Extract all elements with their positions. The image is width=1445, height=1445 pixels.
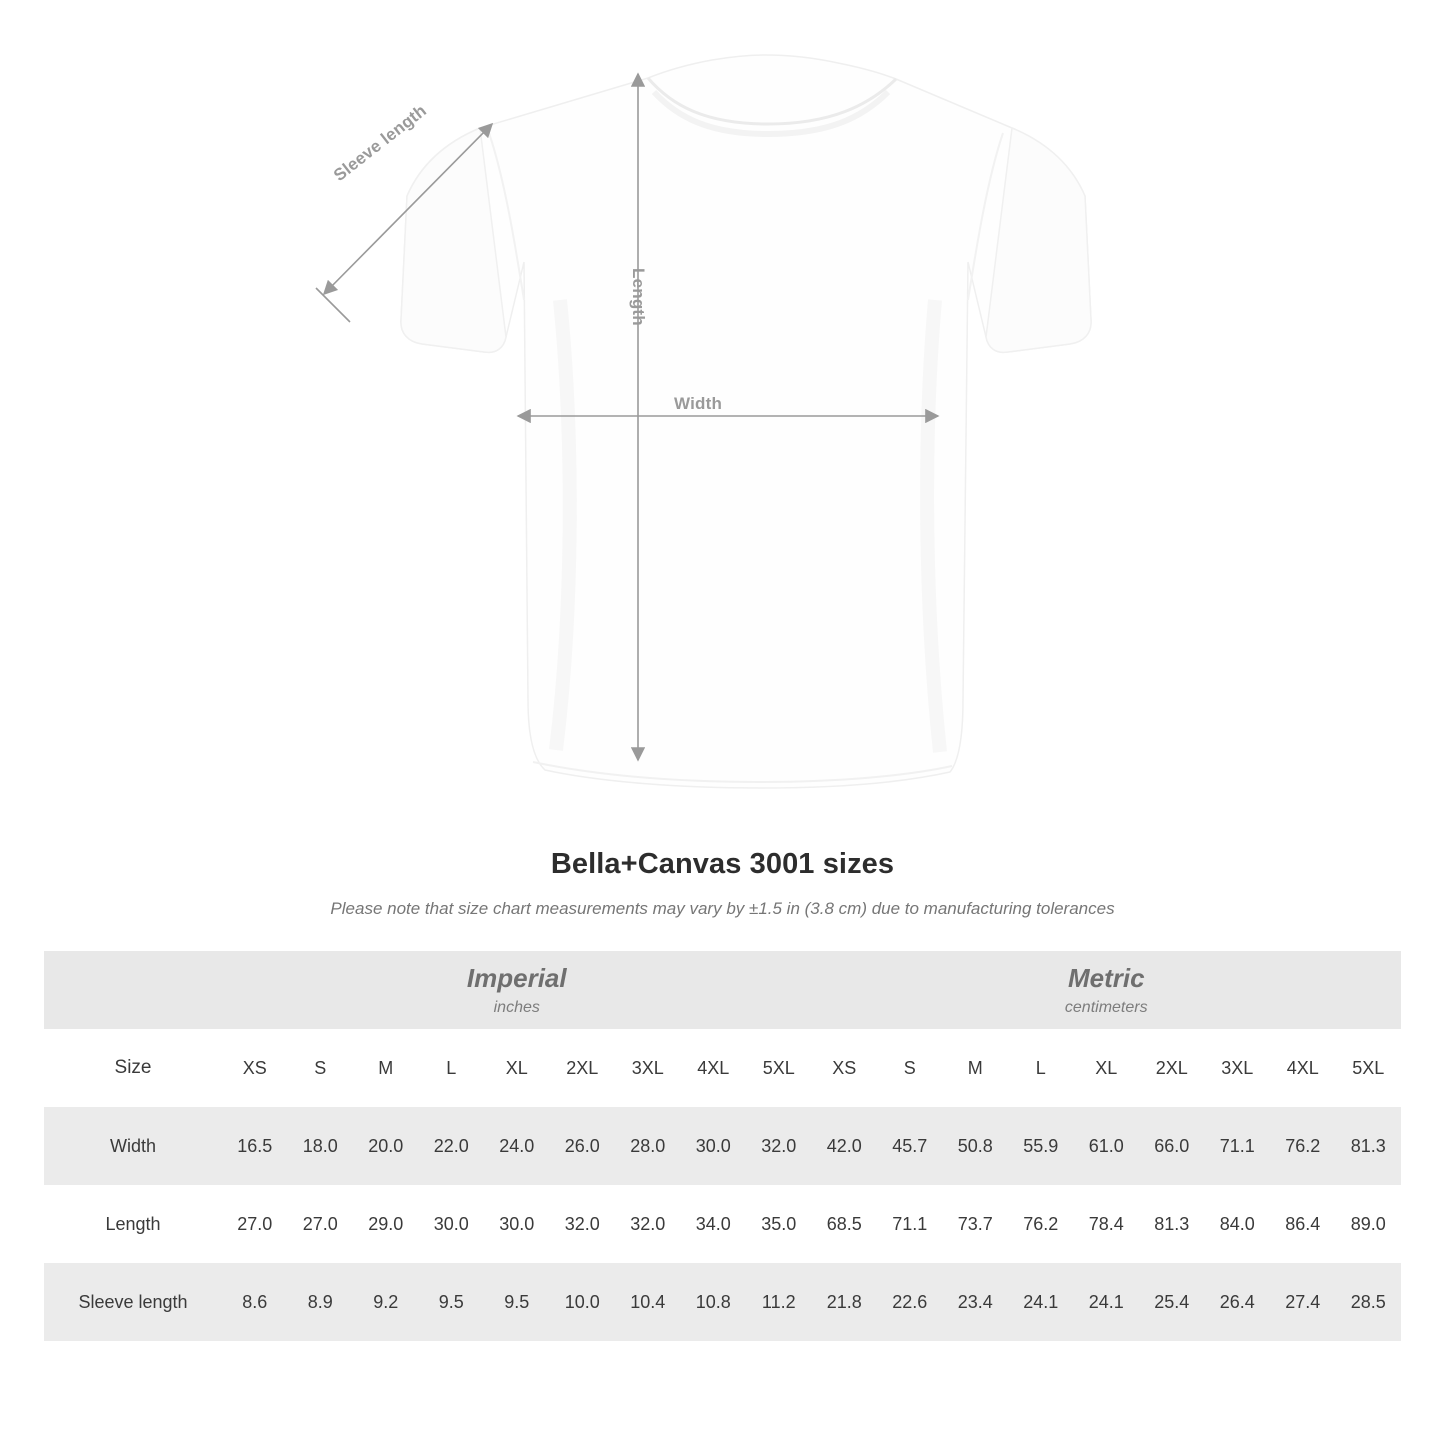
cell-width: 55.9 xyxy=(1008,1107,1074,1185)
size-table-wrapper xyxy=(0,951,1445,1341)
cell-sleeve: 8.6 xyxy=(222,1263,288,1341)
cell-length: 32.0 xyxy=(550,1185,616,1263)
length-label: Length xyxy=(629,268,648,326)
size-header-cell: 5XL xyxy=(746,1029,812,1107)
unit-metric-name: Metric xyxy=(1067,963,1145,994)
cell-width: 24.0 xyxy=(484,1107,550,1185)
cell-width: 42.0 xyxy=(812,1107,878,1185)
cell-sleeve: 10.8 xyxy=(681,1263,747,1341)
cell-width: 16.5 xyxy=(222,1107,288,1185)
size-header-cell: 5XL xyxy=(1336,1029,1402,1107)
size-header-cell: XS xyxy=(812,1029,878,1107)
cell-width: 20.0 xyxy=(353,1107,419,1185)
cell-length: 35.0 xyxy=(746,1185,812,1263)
cell-length: 30.0 xyxy=(484,1185,550,1263)
size-header-cell: S xyxy=(288,1029,354,1107)
size-table xyxy=(44,951,1401,1341)
row-label-width: Width xyxy=(44,1107,222,1185)
cell-width: 61.0 xyxy=(1074,1107,1140,1185)
sleeve-length-label: Sleeve length xyxy=(330,100,431,185)
unit-header-row xyxy=(44,951,1401,1029)
cell-length: 86.4 xyxy=(1270,1185,1336,1263)
table-row xyxy=(44,1263,1401,1341)
title-block xyxy=(0,848,1445,919)
unit-imperial-name: Imperial xyxy=(466,963,567,994)
cell-width: 66.0 xyxy=(1139,1107,1205,1185)
cell-sleeve: 10.4 xyxy=(615,1263,681,1341)
size-header-cell: 3XL xyxy=(615,1029,681,1107)
page-title: Bella+Canvas 3001 sizes xyxy=(550,848,895,880)
unit-group-imperial xyxy=(222,951,812,1029)
cell-length: 29.0 xyxy=(353,1185,419,1263)
cell-sleeve: 22.6 xyxy=(877,1263,943,1341)
cell-width: 26.0 xyxy=(550,1107,616,1185)
size-header-cell: XS xyxy=(222,1029,288,1107)
table-row xyxy=(44,1107,1401,1185)
unit-imperial-sub: inches xyxy=(493,998,540,1016)
cell-length: 81.3 xyxy=(1139,1185,1205,1263)
cell-width: 18.0 xyxy=(288,1107,354,1185)
cell-length: 73.7 xyxy=(943,1185,1009,1263)
cell-sleeve: 9.5 xyxy=(484,1263,550,1341)
cell-sleeve: 9.5 xyxy=(419,1263,485,1341)
cell-width: 28.0 xyxy=(615,1107,681,1185)
cell-width: 81.3 xyxy=(1336,1107,1402,1185)
cell-sleeve: 8.9 xyxy=(288,1263,354,1341)
size-header-cell: M xyxy=(943,1029,1009,1107)
row-label-length: Length xyxy=(44,1185,222,1263)
size-header-cell: 3XL xyxy=(1205,1029,1271,1107)
cell-sleeve: 27.4 xyxy=(1270,1263,1336,1341)
table-row xyxy=(44,1185,1401,1263)
width-label: Width xyxy=(674,394,723,413)
cell-width: 71.1 xyxy=(1205,1107,1271,1185)
cell-width: 50.8 xyxy=(943,1107,1009,1185)
size-header-cell: XL xyxy=(484,1029,550,1107)
unit-spacer xyxy=(44,951,222,1029)
cell-sleeve: 28.5 xyxy=(1336,1263,1402,1341)
cell-sleeve: 21.8 xyxy=(812,1263,878,1341)
cell-length: 27.0 xyxy=(222,1185,288,1263)
size-header-cell: 4XL xyxy=(681,1029,747,1107)
cell-length: 27.0 xyxy=(288,1185,354,1263)
cell-sleeve: 10.0 xyxy=(550,1263,616,1341)
cell-length: 34.0 xyxy=(681,1185,747,1263)
cell-length: 68.5 xyxy=(812,1185,878,1263)
cell-sleeve: 24.1 xyxy=(1008,1263,1074,1341)
shirt-shape xyxy=(401,55,1091,788)
cell-length: 32.0 xyxy=(615,1185,681,1263)
cell-width: 30.0 xyxy=(681,1107,747,1185)
cell-sleeve: 24.1 xyxy=(1074,1263,1140,1341)
size-header-cell: 2XL xyxy=(550,1029,616,1107)
cell-length: 84.0 xyxy=(1205,1185,1271,1263)
cell-width: 22.0 xyxy=(419,1107,485,1185)
size-header-cell: L xyxy=(419,1029,485,1107)
unit-group-metric xyxy=(812,951,1402,1029)
size-header-cell: 2XL xyxy=(1139,1029,1205,1107)
cell-width: 76.2 xyxy=(1270,1107,1336,1185)
cell-length: 76.2 xyxy=(1008,1185,1074,1263)
cell-length: 78.4 xyxy=(1074,1185,1140,1263)
cell-sleeve: 11.2 xyxy=(746,1263,812,1341)
size-header-cell: M xyxy=(353,1029,419,1107)
size-header-row xyxy=(44,1029,1401,1107)
unit-metric-sub: centimeters xyxy=(1064,998,1148,1016)
size-header-cell: S xyxy=(877,1029,943,1107)
cell-sleeve: 9.2 xyxy=(353,1263,419,1341)
cell-length: 30.0 xyxy=(419,1185,485,1263)
row-label-sleeve-length: Sleeve length xyxy=(44,1263,222,1341)
size-header-cell: 4XL xyxy=(1270,1029,1336,1107)
size-header-cell: XL xyxy=(1074,1029,1140,1107)
cell-width: 45.7 xyxy=(877,1107,943,1185)
size-header-cell: L xyxy=(1008,1029,1074,1107)
cell-sleeve: 23.4 xyxy=(943,1263,1009,1341)
cell-length: 89.0 xyxy=(1336,1185,1402,1263)
tolerance-note: Please note that size chart measurements may vary by ±1.5 in (3.8 cm) due to manufacturing tolerances xyxy=(330,899,1115,918)
cell-sleeve: 25.4 xyxy=(1139,1263,1205,1341)
size-header-label: Size xyxy=(44,1029,222,1107)
cell-sleeve: 26.4 xyxy=(1205,1263,1271,1341)
cell-length: 71.1 xyxy=(877,1185,943,1263)
cell-width: 32.0 xyxy=(746,1107,812,1185)
